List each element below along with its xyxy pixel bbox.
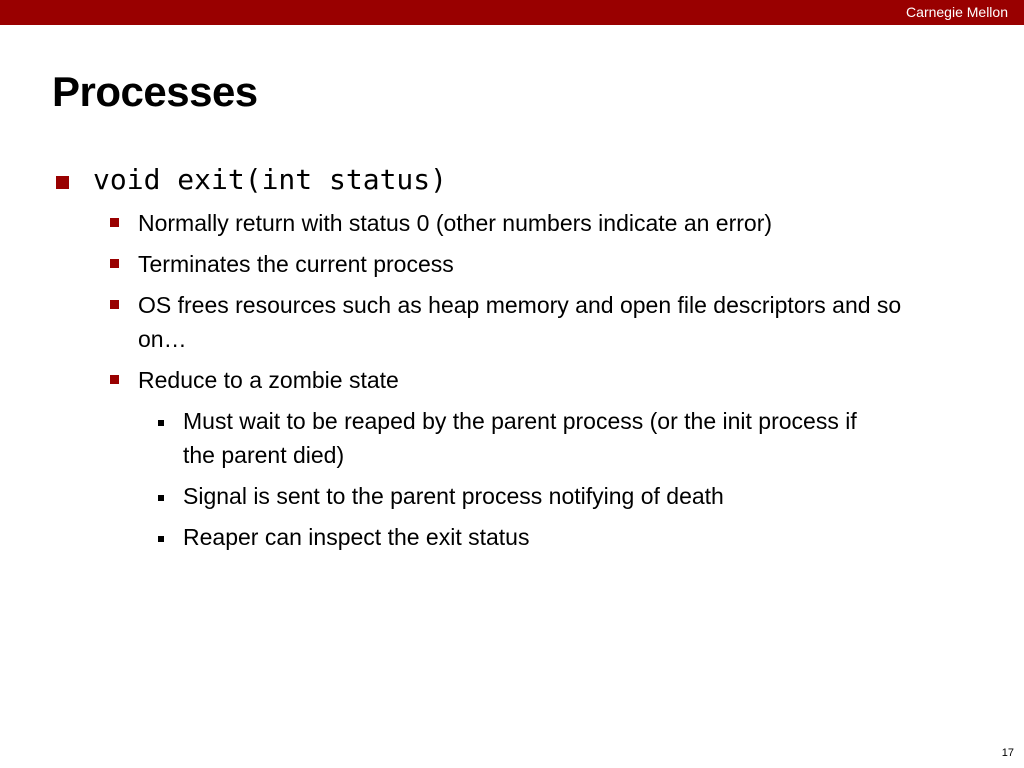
top-banner	[0, 0, 1024, 25]
sub-point: OS frees resources such as heap memory and open file descriptors and so on…	[138, 292, 902, 352]
brand-label: Carnegie Mellon	[906, 4, 1008, 20]
level3-bullet-icon	[158, 420, 164, 426]
level2-bullet-icon	[110, 300, 119, 309]
sub-point: Normally return with status 0 (other numbers indicate an error)	[138, 210, 773, 236]
zombie-detail: Reaper can inspect the exit status	[183, 524, 530, 550]
level3-bullet-icon	[158, 536, 164, 542]
sub-point: Terminates the current process	[138, 251, 454, 277]
level2-bullet-icon	[110, 259, 119, 268]
level2-bullet-icon	[110, 218, 119, 227]
level1-bullet-icon	[56, 176, 69, 189]
zombie-detail: Signal is sent to the parent process notifying of death	[183, 483, 724, 509]
zombie-detail: Must wait to be reaped by the parent process (or the init process if the parent died)	[183, 408, 857, 468]
sub-point: Reduce to a zombie state	[138, 367, 399, 393]
level2-bullet-icon	[110, 375, 119, 384]
code-signature: void exit(int status)	[93, 163, 448, 196]
level3-bullet-icon	[158, 495, 164, 501]
slide-title: Processes	[52, 68, 258, 115]
page-number: 17	[1001, 747, 1014, 759]
